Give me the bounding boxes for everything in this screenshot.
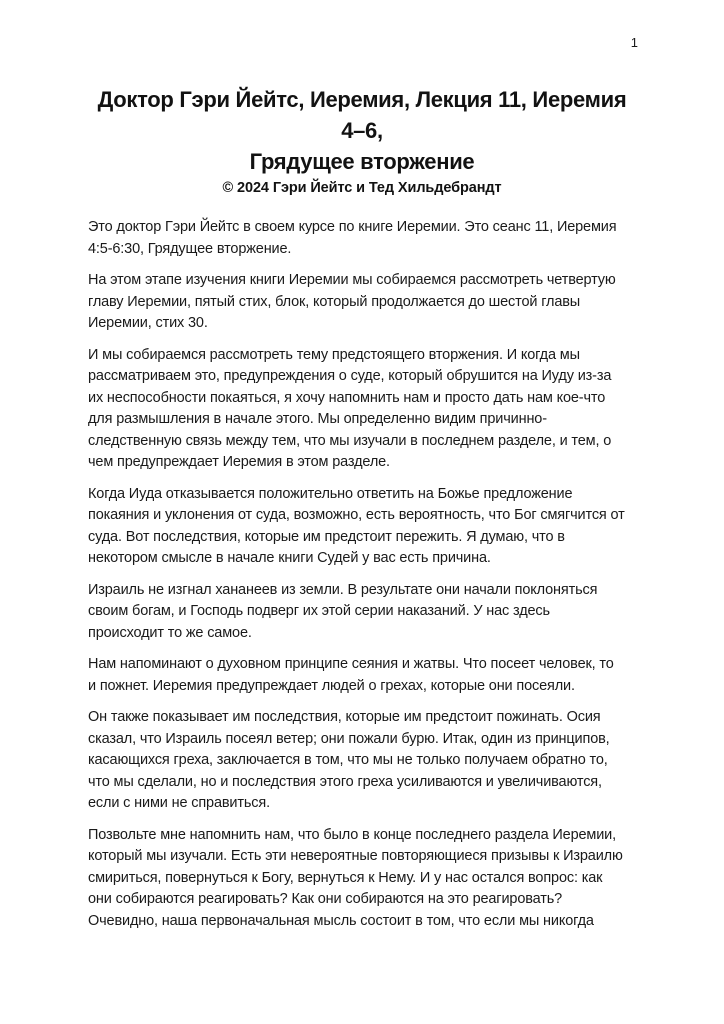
paragraph <box>88 345 648 474</box>
text-line: который мы изучали. Есть эти невероятные повторяющиеся призывы к Израилю <box>88 848 623 864</box>
document-title-line: 4–6, <box>341 118 383 143</box>
paragraph <box>88 217 648 260</box>
paragraph <box>88 484 648 570</box>
text-line: Это доктор Гэри Йейтс в своем курсе по книге Иеремии. Это сеанс 11, Иеремия <box>88 219 617 235</box>
text-line: Позвольте мне напомнить нам, что было в конце последнего раздела Иеремии, <box>88 826 617 843</box>
document-body <box>88 217 648 932</box>
paragraph <box>88 825 648 933</box>
text-line: своим богам, и Господь подверг их этой серии наказаний. У нас здесь <box>88 603 550 619</box>
text-line: они собираются реагировать? Как они собираются на это реагировать? <box>88 891 563 907</box>
paragraph <box>88 580 648 645</box>
text-line: Когда Иуда отказывается положительно ответить на Божье предложение <box>88 485 573 502</box>
text-line: сказал, что Израиль посеял ветер; они пожали бурю. Итак, один из принципов, <box>88 730 610 747</box>
text-line: происходит то же самое. <box>88 624 252 641</box>
text-line: Израиль не изгнал хананеев из земли. В результате они начали поклоняться <box>88 581 598 598</box>
page-number: 1 <box>630 35 638 50</box>
text-line: главу Иеремии, пятый стих, блок, который продолжается до шестой главы <box>88 293 581 310</box>
text-line: если с ними не справиться. <box>88 795 270 811</box>
text-line: Очевидно, наша первоначальная мысль состоит в том, что если мы никогда <box>88 912 594 929</box>
text-line: некотором смысле в начале книги Судей у вас есть причина. <box>88 550 491 566</box>
text-line: и пожнет. Иеремия предупреждает людей о грехах, которые они посеяли. <box>88 677 575 694</box>
document-title-line: Грядущее вторжение <box>249 149 475 174</box>
text-line: их неспособности покаяться, я хочу напомнить нам и просто дать нам кое-что <box>88 389 606 406</box>
text-line: На этом этапе изучения книги Иеремии мы собираемся рассмотреть четвертую <box>88 272 616 288</box>
text-line: смириться, повернуться к Богу, вернуться к Нему. И у нас остался вопрос: как <box>88 869 603 886</box>
paragraph <box>88 270 648 335</box>
text-line: следственную связь между тем, что мы изучали в последнем разделе, и тем, о <box>88 432 612 449</box>
text-line: рассматриваем это, предупреждения о суде, который обрушится на Иуду из-за <box>88 368 612 384</box>
text-line: что мы сделали, но и последствия этого греха усиливаются и увеличиваются, <box>88 773 602 790</box>
text-line: суда. Вот последствия, которые им предстоит пережить. Я думаю, что в <box>88 528 565 545</box>
text-line: касающихся греха, заключается в том, что мы не только получаем обратно то, <box>88 752 608 768</box>
paragraph <box>88 707 648 815</box>
text-line: Иеремии, стих 30. <box>88 315 208 331</box>
text-line: чем предупреждает Иеремия в этом разделе. <box>88 454 390 470</box>
document-title-line: Доктор Гэри Йейтс, Иеремия, Лекция 11, Иеремия <box>97 87 627 112</box>
document-header <box>0 0 724 199</box>
paragraph <box>88 654 648 697</box>
text-line: для размышления в начале этого. Мы определенно видим причинно- <box>88 411 547 427</box>
text-line: И мы собираемся рассмотреть тему предстоящего вторжения. И когда мы <box>88 346 580 363</box>
text-line: покаяния и уклонения от суда, возможно, есть вероятность, что Бог смягчится от <box>88 507 625 523</box>
copyright-line: © 2024 Гэри Йейтс и Тед Хильдебрандт <box>222 180 502 196</box>
text-line: Нам напоминают о духовном принципе сеяния и жатвы. Что посеет человек, то <box>88 656 614 672</box>
text-line: 4:5-6:30, Грядущее вторжение. <box>88 240 292 257</box>
text-line: Он также показывает им последствия, которые им предстоит пожинать. Осия <box>88 709 601 725</box>
